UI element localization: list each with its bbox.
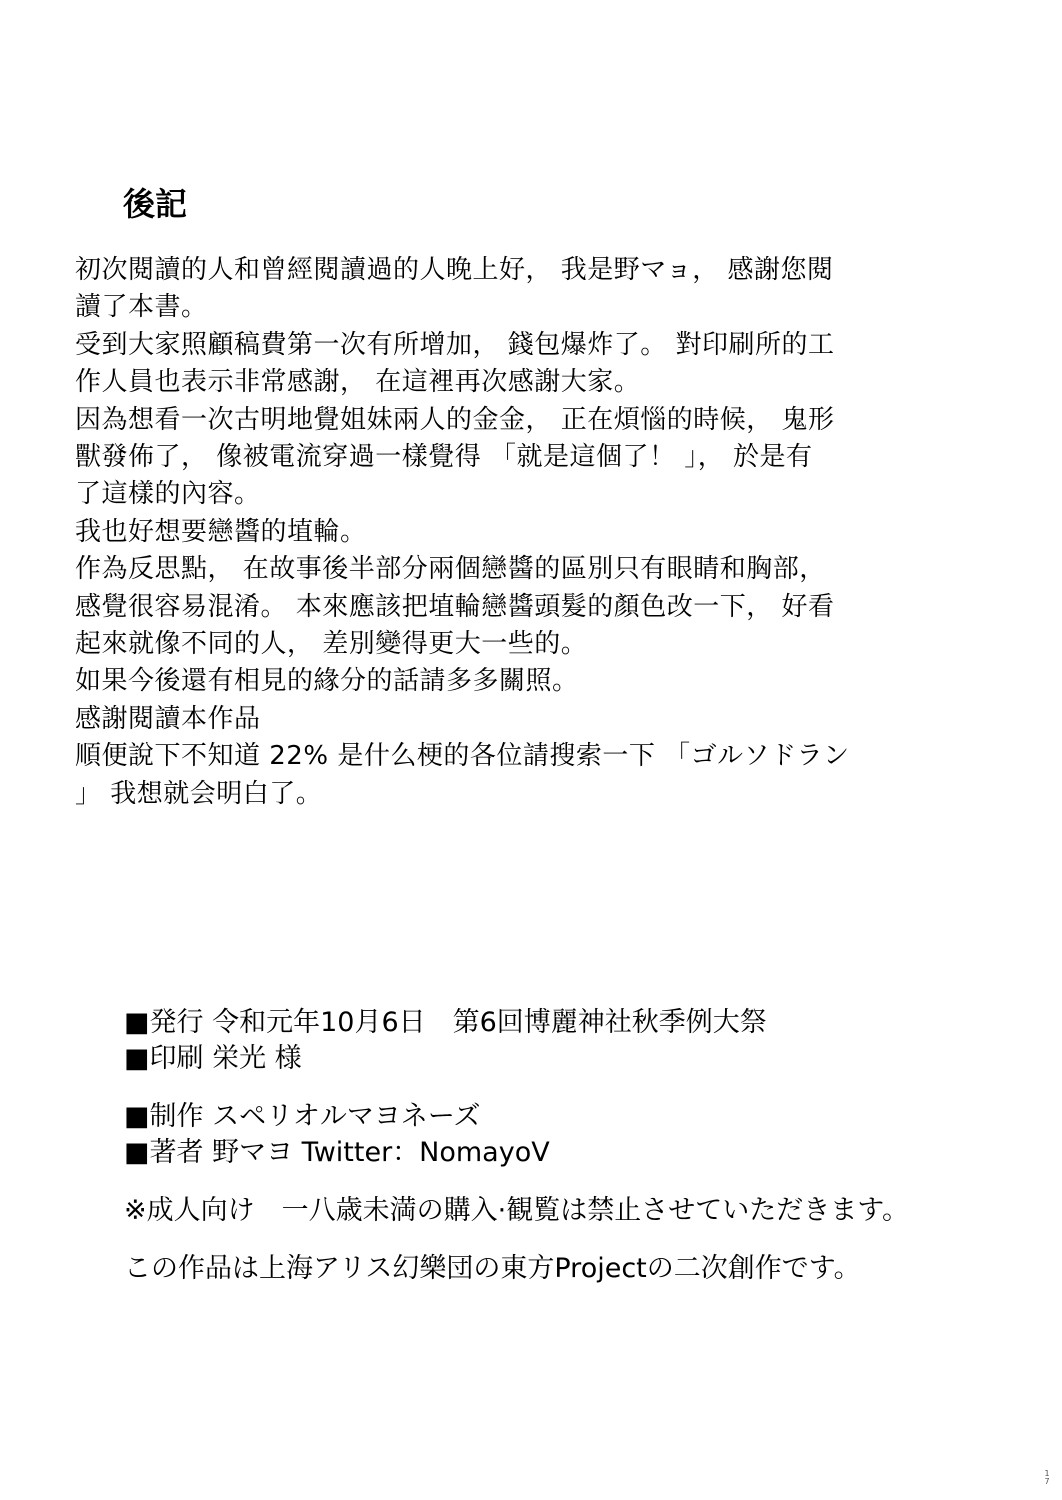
publication-info: ■発行 令和元年10月6日 第6回博麗神社秋季例大祭 <box>124 1007 767 1038</box>
afterword-line: 我也好想要戀醬的埴輪。 <box>75 516 367 547</box>
afterword-line: 因為想看一次古明地覺姐妹兩人的金金， 正在煩惱的時候， 鬼形 <box>75 404 835 435</box>
derivative-work-credit: この作品は上海アリス幻樂団の東方Projectの二次創作です。 <box>124 1253 861 1284</box>
age-restriction-notice: ※成人向け 一八歳未満の購入·観覧は禁止させていただきます。 <box>124 1195 910 1226</box>
afterword-line: 獸發佈了， 像被電流穿過一樣覺得 「就是這個了！ 」， 於是有 <box>75 442 813 473</box>
afterword-line: 受到大家照顧稿費第一次有所增加， 錢包爆炸了。 對印刷所的工 <box>75 329 835 360</box>
afterword-line: 初次閱讀的人和曾經閱讀過的人晚上好， 我是野マョ， 感謝您閱 <box>75 255 834 285</box>
author-info: ■著者 野マヨ Twitter：NomayoV <box>124 1137 550 1168</box>
afterword-line: 作人員也表示非常感謝， 在這裡再次感謝大家。 <box>75 367 641 398</box>
afterword-line: 感謝閱讀本作品 <box>75 703 261 734</box>
afterword-line: 作為反思點， 在故事後半部分兩個戀醬的區別只有眼睛和胸部， <box>75 554 826 585</box>
afterword-line: 感覺很容易混淆。 本來應該把埴輪戀醬頭髮的顏色改一下， 好看 <box>75 591 835 622</box>
printing-info: ■印刷 栄光 様 <box>124 1043 302 1074</box>
page-title: 後記 <box>123 185 188 223</box>
afterword-line: 如果今後還有相見的緣分的話請多多關照。 <box>75 666 579 697</box>
afterword-line: 順便說下不知道 22% 是什么梗的各位請搜索一下 「ゴルソドラン <box>75 741 850 772</box>
colophon <box>124 1005 1024 1287</box>
afterword-line: 」 我想就会明白了。 <box>75 778 323 809</box>
page-number-digit: 7 <box>1044 1477 1050 1486</box>
afterword-line: 了這樣的內容。 <box>75 479 261 510</box>
production-info: ■制作 スペリオルマヨネーズ <box>124 1101 481 1132</box>
afterword-line: 起來就像不同的人， 差別變得更大一些的。 <box>75 629 588 660</box>
afterword-line: 讀了本書。 <box>75 292 208 323</box>
afterword-text <box>75 252 955 813</box>
page-number <box>1044 1470 1050 1486</box>
page-number-digit: 1 <box>1044 1469 1050 1478</box>
